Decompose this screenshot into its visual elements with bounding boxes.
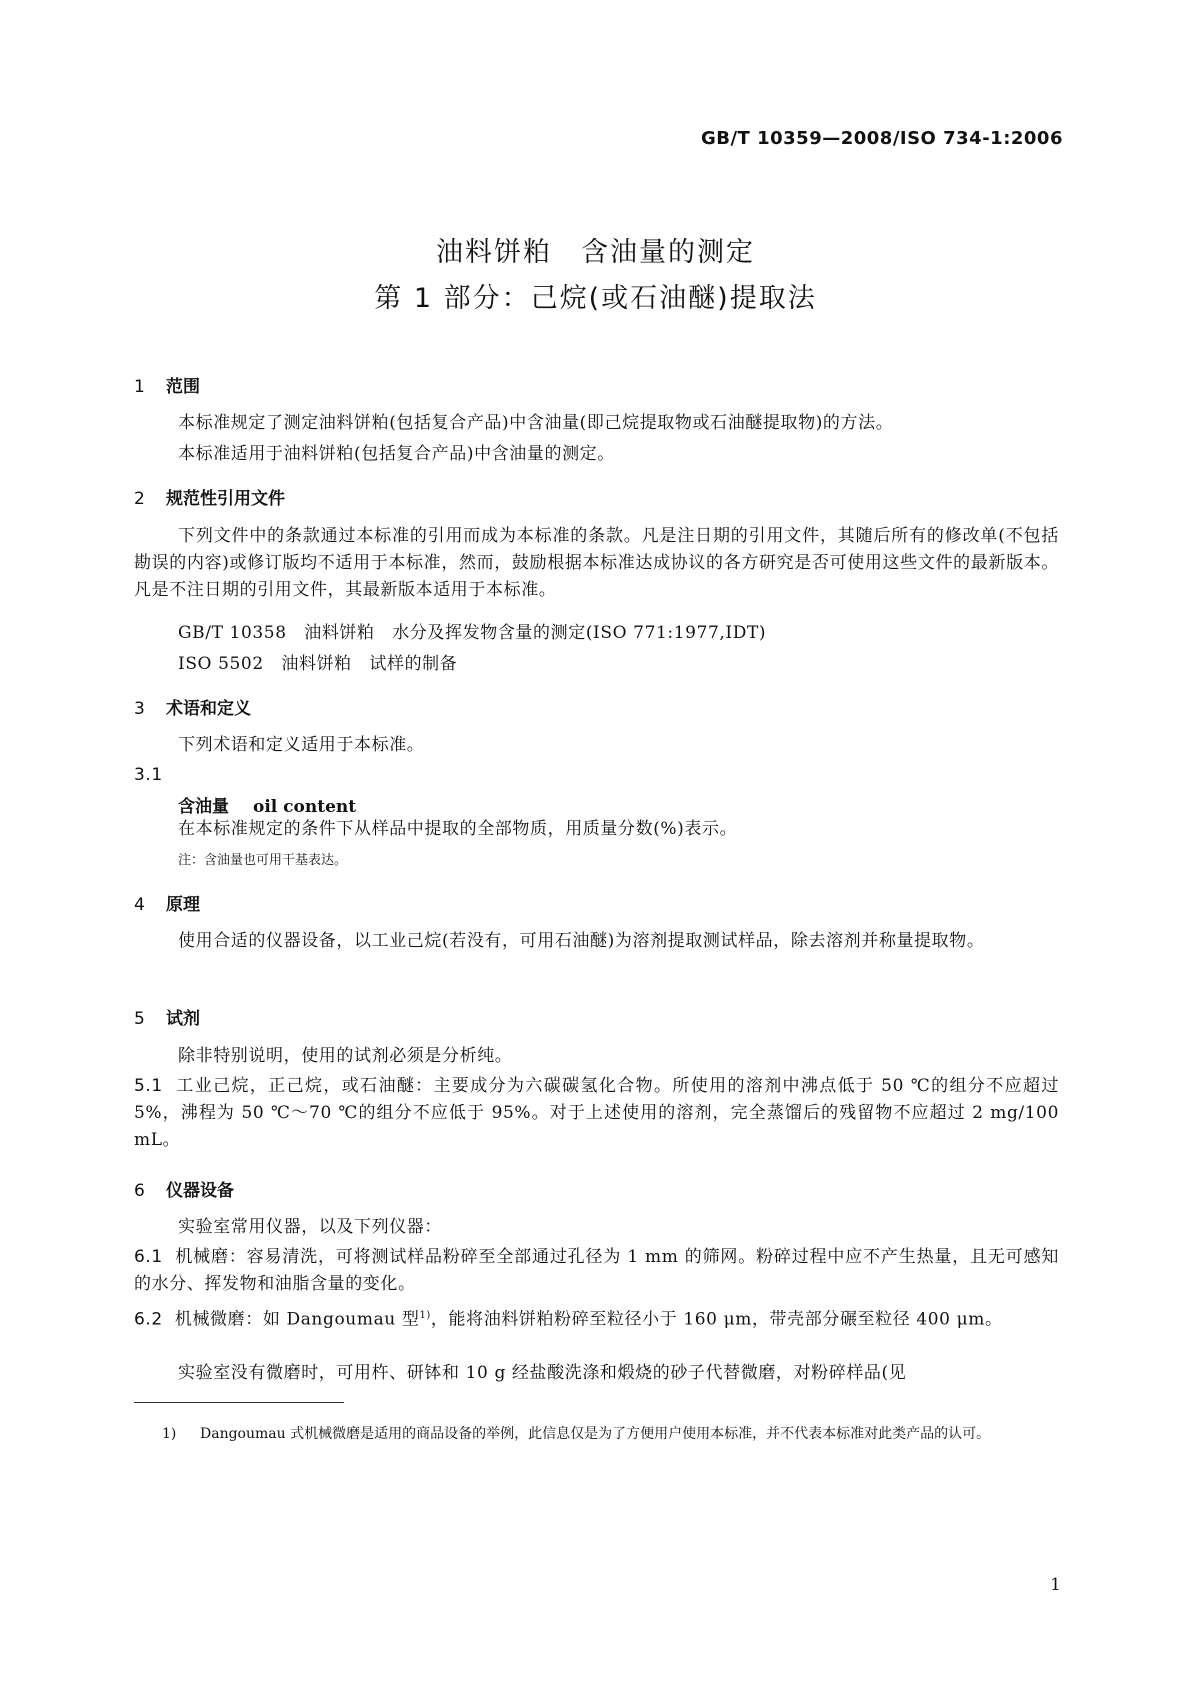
- note: 注：含油量也可用干基表达。: [178, 853, 348, 868]
- document-title: 油料饼粕 含油量的测定: [436, 237, 755, 268]
- section-heading-principle: 4 原理: [134, 895, 200, 915]
- paragraph: 下列术语和定义适用于本标准。: [178, 735, 425, 755]
- clause-paragraph: 6.1 机械磨：容易清洗，可将测试样品粉碎至全部通过孔径为 1 mm 的筛网。粉碎过程中应不产生热量，且无可感知的水分、挥发物和油脂含量的变化。: [134, 1247, 1059, 1294]
- footnote: 1) Dangoumau 式机械微磨是适用的商品设备的举例，此信息仅是为了方便用户使用本标准，并不代表本标准对此类产品的认可。: [162, 1426, 991, 1442]
- definition: 在本标准规定的条件下从样品中提取的全部物质，用质量分数(%)表示。: [178, 819, 738, 839]
- standard-number: GB/T 10359—2008/ISO 734-1:2006: [700, 128, 1063, 149]
- clause-paragraph: 5.1 工业己烷，正己烷，或石油醚：主要成分为六碳碳氢化合物。所使用的溶剂中沸点低于 50 ℃的组分不应超过 5%，沸程为 50 ℃～70 ℃的组分不应低于 95%。对于上述使用的溶剂，完全蒸馏后的残留物不应超过 2 mg/100 mL。: [134, 1076, 1059, 1150]
- footnote-ref: 1): [419, 1310, 431, 1321]
- footnote-divider: [134, 1402, 344, 1403]
- clause-number: 3.1: [134, 765, 163, 785]
- paragraph: 本标准规定了测定油料饼粕(包括复合产品)中含油量(即己烷提取物或石油醚提取物)的方法。: [178, 413, 894, 433]
- paragraph: 实验室常用仪器，以及下列仪器：: [178, 1217, 442, 1237]
- paragraph: 下列文件中的条款通过本标准的引用而成为本标准的条款。凡是注日期的引用文件，其随后所有的修改单(不包括勘误的内容)或修订版均不适用于本标准，然而，鼓励根据本标准达成协议的各方研究是否可使用这些文件的最新版本。凡是不注日期的引用文件，其最新版本适用于本标准。: [134, 526, 1059, 600]
- document-subtitle: 第 1 部分：己烷(或石油醚)提取法: [374, 283, 817, 314]
- reference-item: ISO 5502 油料饼粕 试样的制备: [178, 654, 458, 674]
- section-heading-scope: 1 范围: [134, 377, 200, 397]
- reference-item: GB/T 10358 油料饼粕 水分及挥发物含量的测定(ISO 771:1977,IDT): [178, 623, 767, 643]
- paragraph: 实验室没有微磨时，可用杵、研钵和 10 g 经盐酸洗涤和煅烧的砂子代替微磨，对粉碎样品(见: [178, 1363, 907, 1383]
- section-heading-normative-references: 2 规范性引用文件: [134, 489, 285, 509]
- section-heading-apparatus: 6 仪器设备: [134, 1181, 234, 1201]
- paragraph: 本标准适用于油料饼粕(包括复合产品)中含油量的测定。: [178, 444, 615, 464]
- clause-paragraph: 6.2 机械微磨：如 Dangoumau 型$^{1)}$，能将油料饼粕粉碎至粒径小于 160 μm，带壳部分碾至粒径 400 μm。: [134, 1309, 1003, 1330]
- paragraph: 除非特别说明，使用的试剂必须是分析纯。: [178, 1046, 513, 1066]
- page-number: 1: [1050, 1575, 1061, 1595]
- section-heading-terms: 3 术语和定义: [134, 699, 251, 719]
- paragraph: 使用合适的仪器设备，以工业己烷(若没有，可用石油醚)为溶剂提取测试样品，除去溶剂并称量提取物。: [178, 931, 985, 951]
- term-entry: 含油量 oil content: [178, 797, 357, 817]
- section-heading-reagents: 5 试剂: [134, 1009, 200, 1029]
